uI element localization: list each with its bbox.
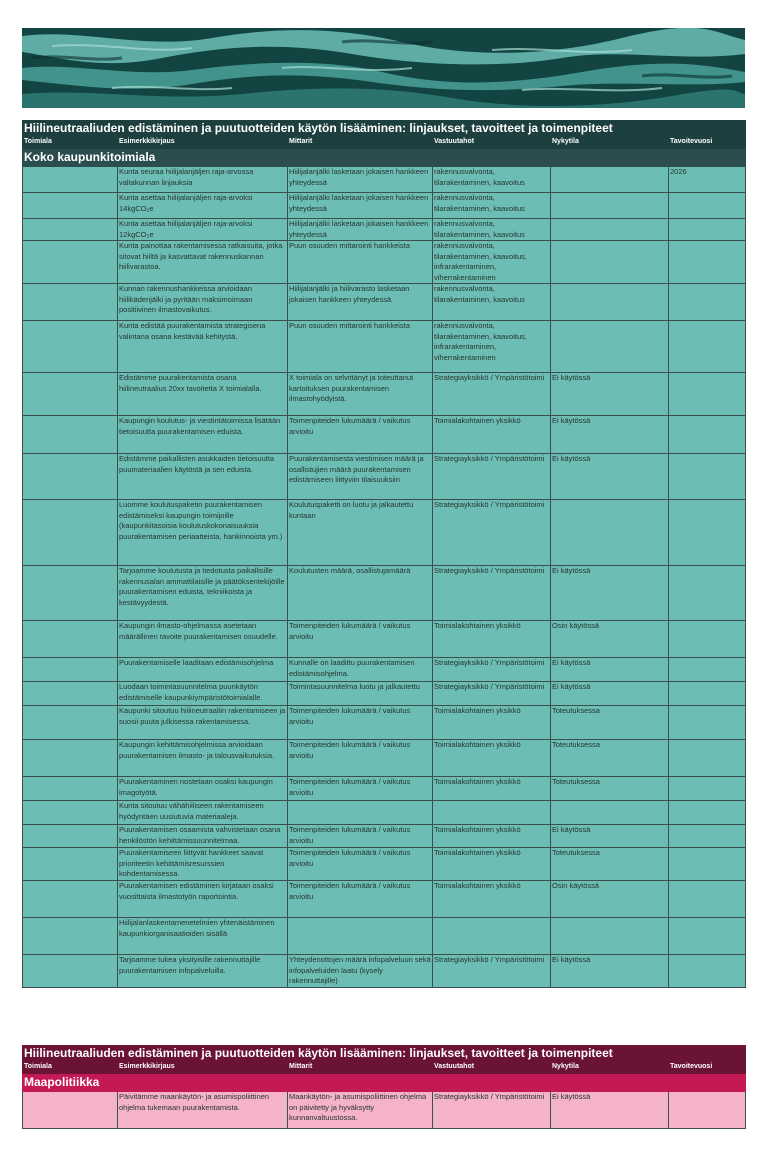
cell-nykytila: Ei käytössä	[551, 658, 669, 682]
table-row	[23, 167, 746, 193]
cell-nykytila: Ei käytössä	[551, 373, 669, 416]
header-nykytila: Nykytila	[551, 1062, 669, 1074]
cell-toimiala	[23, 193, 118, 219]
cell-toimiala	[23, 241, 118, 284]
cell-esimerkkikirjaus: Luomme koulutuspaketin puurakentamisen edistämiseksi kaupungin toimijoille (kaupunkitasoisia koulutuskokonaisuuksia puurakentamisen periaatteista, hankinnoista ym.)	[118, 500, 288, 566]
cell-toimiala	[23, 454, 118, 500]
cell-vastuutahot: Strategiayksikkö / Ympäristötoimi	[433, 955, 551, 988]
cell-vastuutahot: Toimialakohtainen yksikkö	[433, 740, 551, 777]
cell-nykytila: Ei käytössä	[551, 454, 669, 500]
cell-nykytila	[551, 801, 669, 825]
cell-tavoitevuosi	[669, 219, 746, 241]
cell-tavoitevuosi	[669, 1092, 746, 1129]
cell-toimiala	[23, 373, 118, 416]
cell-tavoitevuosi	[669, 373, 746, 416]
cell-vastuutahot: Toimialakohtainen yksikkö	[433, 848, 551, 881]
cell-tavoitevuosi	[669, 777, 746, 801]
cell-esimerkkikirjaus: Puurakentamisen edistäminen kirjataan osaksi vuosittaista ilmastotyön raportointia.	[118, 881, 288, 918]
cell-nykytila	[551, 918, 669, 955]
cell-toimiala	[23, 167, 118, 193]
cell-tavoitevuosi	[669, 621, 746, 658]
cell-tavoitevuosi	[669, 740, 746, 777]
cell-mittarit: Koulutuspaketti on luotu ja jalkautettu kuntaan	[288, 500, 433, 566]
cell-mittarit	[288, 918, 433, 955]
table-row	[23, 416, 746, 454]
table-row	[23, 373, 746, 416]
cell-tavoitevuosi	[669, 918, 746, 955]
cell-mittarit: Koulutusten määrä, osallistujamäärä	[288, 566, 433, 621]
header-vastuutahot: Vastuutahot	[433, 1062, 551, 1074]
cell-vastuutahot	[433, 918, 551, 955]
cell-mittarit: Kunnalle on laadittu puurakentamisen edistämisohjelma.	[288, 658, 433, 682]
cell-toimiala	[23, 416, 118, 454]
cell-esimerkkikirjaus: Tarjoamme tukea yksityisille rakennuttajille puurakentamisen infopalveluilla.	[118, 955, 288, 988]
cell-mittarit: Puun osuuden mittarointi hankkeista	[288, 321, 433, 373]
cell-nykytila: Ei käytössä	[551, 825, 669, 848]
cell-nykytila	[551, 321, 669, 373]
table-row	[23, 1092, 746, 1129]
cell-vastuutahot: Strategiayksikkö / Ympäristötoimi	[433, 682, 551, 706]
cell-mittarit: X toimiala on selvittänyt ja toteuttanut kartoituksen puurakentamisen ilmastohyödyistä.	[288, 373, 433, 416]
cell-mittarit: Toimintasuunnitelma luotu ja jalkautettu	[288, 682, 433, 706]
cell-esimerkkikirjaus: Kaupungin ilmasto-ohjelmassa asetetaan määrällinen tavoite puurakentamisen osuudelle.	[118, 621, 288, 658]
cell-esimerkkikirjaus: Kunta painottaa rakentamisessa ratkaisuita, jotka sitovat hiiltä ja kasvattavat rakennuskannan hiilivarastoa.	[118, 241, 288, 284]
header-toimiala: Toimiala	[23, 1062, 118, 1074]
cell-esimerkkikirjaus: Puurakentamiselle laaditaan edistämisohjelma	[118, 658, 288, 682]
table-row	[23, 848, 746, 881]
cell-toimiala	[23, 658, 118, 682]
water-texture-banner	[22, 28, 745, 108]
cell-vastuutahot: rakennusvalvonta, tilarakentaminen, kaavoitus, infrarakentaminen, viherrakentaminen	[433, 321, 551, 373]
policy-table-city	[22, 120, 746, 988]
table-row	[23, 740, 746, 777]
cell-mittarit	[288, 801, 433, 825]
cell-esimerkkikirjaus: Kunta sitoutuu vähähiiliseen rakentamiseen hyödyntäen uusiutuvia materiaaleja.	[118, 801, 288, 825]
cell-nykytila: Toteutuksessa	[551, 740, 669, 777]
cell-nykytila: Ei käytössä	[551, 1092, 669, 1129]
policy-table-land	[22, 1045, 746, 1129]
cell-toimiala	[23, 848, 118, 881]
header-tavoitevuosi: Tavoitevuosi	[669, 1062, 746, 1074]
table-row	[23, 454, 746, 500]
cell-toimiala	[23, 1092, 118, 1129]
table-row	[23, 193, 746, 219]
cell-toimiala	[23, 918, 118, 955]
cell-esimerkkikirjaus: Kunta seuraa hiilijalanjäljen raja-arvossa valtakunnan linjauksia	[118, 167, 288, 193]
cell-mittarit: Maankäytön- ja asumispoliittinen ohjelma on päivitetty ja hyväksytty kunnanvaltuustossa.	[288, 1092, 433, 1129]
cell-esimerkkikirjaus: Kunta asettaa hiilijalanjäljen raja-arvoksi 12kgCO₂e	[118, 219, 288, 241]
table-row	[23, 825, 746, 848]
cell-toimiala	[23, 955, 118, 988]
section-title: Koko kaupunkitoimiala	[23, 149, 746, 167]
cell-tavoitevuosi	[669, 500, 746, 566]
cell-mittarit: Toimenpiteiden lukumäärä / vaikutus arvioitu	[288, 740, 433, 777]
table-row	[23, 881, 746, 918]
table-title: Hiilineutraaliuden edistäminen ja puutuotteiden käytön lisääminen: linjaukset, tavoitteet ja toimenpiteet	[23, 121, 746, 137]
cell-tavoitevuosi	[669, 193, 746, 219]
cell-vastuutahot: Strategiayksikkö / Ympäristötoimi	[433, 658, 551, 682]
cell-nykytila	[551, 193, 669, 219]
cell-vastuutahot: rakennusvalvonta, tilarakentaminen, kaavoitus	[433, 193, 551, 219]
cell-esimerkkikirjaus: Edistämme puurakentamista osana hiilineutraalius 20xx tavoitetta X toimialalla.	[118, 373, 288, 416]
cell-tavoitevuosi	[669, 955, 746, 988]
cell-mittarit: Toimenpiteiden lukumäärä / vaikutus arvioitu	[288, 621, 433, 658]
cell-tavoitevuosi	[669, 881, 746, 918]
table-row	[23, 658, 746, 682]
cell-toimiala	[23, 621, 118, 658]
table-row	[23, 241, 746, 284]
cell-tavoitevuosi	[669, 416, 746, 454]
cell-toimiala	[23, 706, 118, 740]
section-title: Maapolitiikka	[23, 1074, 746, 1092]
cell-toimiala	[23, 566, 118, 621]
cell-vastuutahot: Strategiayksikkö / Ympäristötoimi	[433, 500, 551, 566]
table-row	[23, 566, 746, 621]
cell-esimerkkikirjaus: Kaupungin koulutus- ja viestintätoimissa lisätään tietoisuutta puurakentamisen eduista.	[118, 416, 288, 454]
cell-esimerkkikirjaus: Puurakentamiseen liittyvät hankkeet saavat prioriteetin kehittämisresurssien kohdentamisessa.	[118, 848, 288, 881]
cell-esimerkkikirjaus: Puurakentaminen nostetaan osaksi kaupungin imagotyötä.	[118, 777, 288, 801]
cell-mittarit: Hiilijalanjälki lasketaan jokaisen hankkeen yhteydessä	[288, 219, 433, 241]
cell-esimerkkikirjaus: Kunnan rakennushankkeissa arvioidaan hiilikädenjälki ja pyritään maksimoimaan positiivinen ilmastovaikutus.	[118, 284, 288, 321]
table-row	[23, 321, 746, 373]
cell-esimerkkikirjaus: Kaupungin kehittämisohjelmissa arvioidaan puurakentamisen ilmasto- ja talousvaikutuksia.	[118, 740, 288, 777]
cell-nykytila: Toteutuksessa	[551, 848, 669, 881]
cell-nykytila	[551, 219, 669, 241]
cell-nykytila: Osin käytössä	[551, 621, 669, 658]
cell-vastuutahot: Strategiayksikkö / Ympäristötoimi	[433, 566, 551, 621]
cell-tavoitevuosi	[669, 566, 746, 621]
cell-vastuutahot: Toimialakohtainen yksikkö	[433, 706, 551, 740]
cell-nykytila: Toteutuksessa	[551, 777, 669, 801]
cell-toimiala	[23, 881, 118, 918]
cell-tavoitevuosi	[669, 682, 746, 706]
cell-esimerkkikirjaus: Kaupunki sitoutuu hiilineutraaliin rakentamiseen ja suosii puuta julkisessa rakentamisessa.	[118, 706, 288, 740]
banner-image	[22, 28, 745, 108]
header-esimerkkikirjaus: Esimerkkikirjaus	[118, 137, 288, 149]
header-esimerkkikirjaus: Esimerkkikirjaus	[118, 1062, 288, 1074]
table-row	[23, 682, 746, 706]
cell-vastuutahot: Strategiayksikkö / Ympäristötoimi	[433, 454, 551, 500]
cell-esimerkkikirjaus: Puurakentamisen osaamista vahvistetaan osana henkilöstön kehittämissuunnitelmaa.	[118, 825, 288, 848]
cell-vastuutahot: rakennusvalvonta, tilarakentaminen, kaavoitus	[433, 219, 551, 241]
cell-vastuutahot: Toimialakohtainen yksikkö	[433, 416, 551, 454]
cell-mittarit: Toimenpiteiden lukumäärä / vaikutus arvioitu	[288, 848, 433, 881]
header-mittarit: Mittarit	[288, 137, 433, 149]
cell-esimerkkikirjaus: Päivitämme maankäytön- ja asumispoliittinen ohjelma tukemaan puurakentamista.	[118, 1092, 288, 1129]
table-row	[23, 500, 746, 566]
cell-tavoitevuosi	[669, 321, 746, 373]
cell-tavoitevuosi	[669, 284, 746, 321]
cell-esimerkkikirjaus: Tarjoamme koulutusta ja tiedotusta paikallisille rakennusalan ammattilaisille ja päätöksentekijöille puurakentamisen eduista, tekniikoista ja kestävyydestä.	[118, 566, 288, 621]
cell-vastuutahot: Toimialakohtainen yksikkö	[433, 881, 551, 918]
cell-nykytila: Osin käytössä	[551, 881, 669, 918]
cell-esimerkkikirjaus: Luodaan toimintasuunnitelma puunkäytön edistämiselle kaupunkiympäristötoimialalle.	[118, 682, 288, 706]
cell-nykytila: Toteutuksessa	[551, 706, 669, 740]
cell-vastuutahot: rakennusvalvonta, tilarakentaminen, kaavoitus, infrarakentaminen, viherrakentaminen	[433, 241, 551, 284]
cell-vastuutahot: Strategiayksikkö / Ympäristötoimi	[433, 1092, 551, 1129]
table-row	[23, 284, 746, 321]
cell-mittarit: Toimenpiteiden lukumäärä / vaikutus arvioitu	[288, 881, 433, 918]
cell-toimiala	[23, 219, 118, 241]
cell-mittarit: Puun osuuden mittarointi hankkeista	[288, 241, 433, 284]
cell-tavoitevuosi	[669, 825, 746, 848]
table-row	[23, 219, 746, 241]
cell-toimiala	[23, 777, 118, 801]
table-row	[23, 955, 746, 988]
cell-toimiala	[23, 682, 118, 706]
cell-nykytila	[551, 167, 669, 193]
table-row	[23, 621, 746, 658]
cell-toimiala	[23, 825, 118, 848]
header-mittarit: Mittarit	[288, 1062, 433, 1074]
cell-nykytila	[551, 241, 669, 284]
table-row	[23, 918, 746, 955]
cell-tavoitevuosi	[669, 848, 746, 881]
cell-mittarit: Toimenpiteiden lukumäärä / vaikutus arvioitu	[288, 706, 433, 740]
cell-mittarit: Hiilijalanjälki lasketaan jokaisen hankkeen yhteydessä	[288, 193, 433, 219]
cell-tavoitevuosi	[669, 658, 746, 682]
table-row	[23, 801, 746, 825]
cell-toimiala	[23, 500, 118, 566]
cell-vastuutahot: rakennusvalvonta, tilarakentaminen, kaavoitus	[433, 167, 551, 193]
cell-mittarit: Yhteydenottojen määrä infopalveluun sekä infopalveluiden laatu (kysely rakennuttajille)	[289, 955, 431, 985]
cell-toimiala	[23, 321, 118, 373]
cell-tavoitevuosi	[669, 706, 746, 740]
table-row	[23, 777, 746, 801]
cell-nykytila	[551, 284, 669, 321]
cell-mittarit: Puurakentamisesta viestimisen määrä ja osallistujien määrä puurakentamisen edistämiseen liittyviin tilaisuuksiin	[288, 454, 433, 500]
cell-vastuutahot: Strategiayksikkö / Ympäristötoimi	[433, 373, 551, 416]
cell-vastuutahot: Toimialakohtainen yksikkö	[433, 621, 551, 658]
header-nykytila: Nykytila	[551, 137, 669, 149]
cell-tavoitevuosi: 2026	[669, 167, 746, 193]
cell-mittarit: Hiilijalanjälki lasketaan jokaisen hankkeen yhteydessä	[288, 167, 433, 193]
cell-tavoitevuosi	[669, 241, 746, 284]
cell-toimiala	[23, 284, 118, 321]
cell-mittarit: Toimenpiteiden lukumäärä / vaikutus arvioitu	[288, 825, 433, 848]
cell-nykytila	[551, 500, 669, 566]
cell-esimerkkikirjaus: Hiilijalanlaskentamenetelmien yhtenäistäminen kaupunkiorganisaatioiden sisällä	[118, 918, 288, 955]
cell-toimiala	[23, 740, 118, 777]
header-tavoitevuosi: Tavoitevuosi	[669, 137, 746, 149]
cell-esimerkkikirjaus: Edistämme paikallisten asukkaiden tietoisuutta puumateriaalien käytöstä ja sen eduista.	[118, 454, 288, 500]
cell-vastuutahot: Toimialakohtainen yksikkö	[433, 825, 551, 848]
cell-nykytila: Ei käytössä	[551, 682, 669, 706]
header-toimiala: Toimiala	[23, 137, 118, 149]
cell-vastuutahot: rakennusvalvonta, tilarakentaminen, kaavoitus	[433, 284, 551, 321]
cell-nykytila: Ei käytössä	[551, 955, 669, 988]
cell-nykytila: Ei käytössä	[551, 416, 669, 454]
cell-nykytila: Ei käytössä	[551, 566, 669, 621]
cell-mittarit: Toimenpiteiden lukumäärä / vaikutus arvioitu	[288, 777, 433, 801]
cell-mittarit: Hiilijalanjälki ja hiilivarasto lasketaan jokaisen hankkeen yhteydessä	[288, 284, 433, 321]
cell-mittarit: Toimenpiteiden lukumäärä / vaikutus arvioitu	[288, 416, 433, 454]
table-title: Hiilineutraaliuden edistäminen ja puutuotteiden käytön lisääminen: linjaukset, tavoitteet ja toimenpiteet	[23, 1046, 746, 1062]
cell-toimiala	[23, 801, 118, 825]
cell-esimerkkikirjaus: Kunta asettaa hiilijalanjäljen raja-arvoksi 14kgCO₂e	[118, 193, 288, 219]
cell-vastuutahot: Toimialakohtainen yksikkö	[433, 777, 551, 801]
cell-tavoitevuosi	[669, 801, 746, 825]
cell-vastuutahot	[433, 801, 551, 825]
table-spacer	[22, 1031, 745, 1045]
cell-tavoitevuosi	[669, 454, 746, 500]
cell-esimerkkikirjaus: Kunta edistää puurakentamista strategisena valintana osana kestävää kehitystä.	[118, 321, 288, 373]
table-row	[23, 706, 746, 740]
header-vastuutahot: Vastuutahot	[433, 137, 551, 149]
